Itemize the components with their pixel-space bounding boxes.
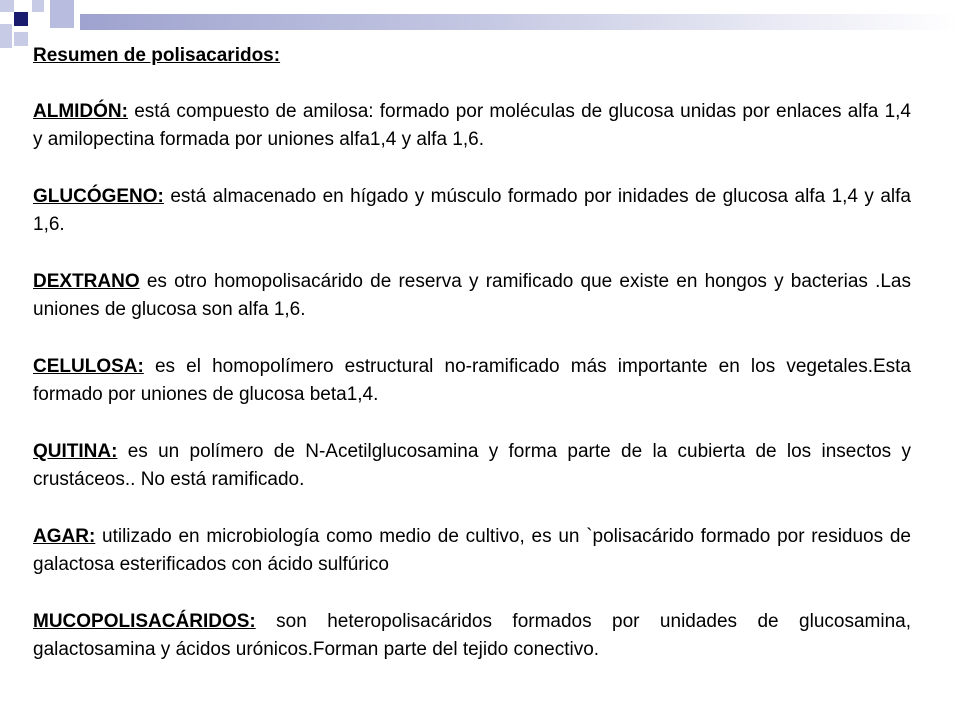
page-title: Resumen de polisacaridos: [33,45,281,66]
entry-term: CELULOSA: [33,356,144,377]
entry-term: AGAR: [33,526,96,547]
entry-text: está almacenado en hígado y músculo formado por inidades de glucosa alfa 1,4 y alfa 1,6. [33,186,911,235]
decor-square [32,0,44,12]
entry-term: GLUCÓGENO: [33,186,164,207]
decor-square [0,24,12,48]
entry-text: es un polímero de N-Acetilglucosamina y forma parte de la cubierta de los insectos y crustáceos.. No está ramificado. [33,441,911,490]
entry-term: MUCOPOLISACÁRIDOS: [33,611,256,632]
decor-square [0,0,14,12]
entry-term: DEXTRANO [33,271,140,292]
entry-text: son heteropolisacáridos formados por unidades de glucosamina, galactosamina y ácidos urónicos.Forman parte del tejido conectivo. [33,611,911,660]
entry-text: está compuesto de amilosa: formado por moléculas de glucosa unidas por enlaces alfa 1,4 y amilopectina formada por uniones alfa1,4 y alfa 1,6. [33,101,911,150]
decor-square [50,0,74,28]
entry-celulosa [33,353,911,409]
entry-agar [33,523,911,579]
entry-mucopolisacaridos [33,608,911,664]
entry-dextrano [33,268,911,324]
entry-almidon [33,98,911,154]
entry-text: es otro homopolisacárido de reserva y ramificado que existe en hongos y bacterias .Las uniones de glucosa son alfa 1,6. [33,271,911,320]
entry-text: utilizado en microbiología como medio de cultivo, es un `polisacárido formado por residuos de galactosa esterificados con ácido sulfúrico [33,526,911,575]
entry-term: QUITINA: [33,441,118,462]
decor-square [14,32,28,46]
slide-content [33,42,911,693]
entry-term: ALMIDÓN: [33,101,128,122]
entry-glucogeno [33,183,911,239]
decor-square [14,12,28,26]
entry-quitina [33,438,911,494]
decorative-top-band [80,14,960,30]
entry-text: es el homopolímero estructural no-ramificado más importante en los vegetales.Esta formado por uniones de glucosa beta1,4. [33,356,911,405]
